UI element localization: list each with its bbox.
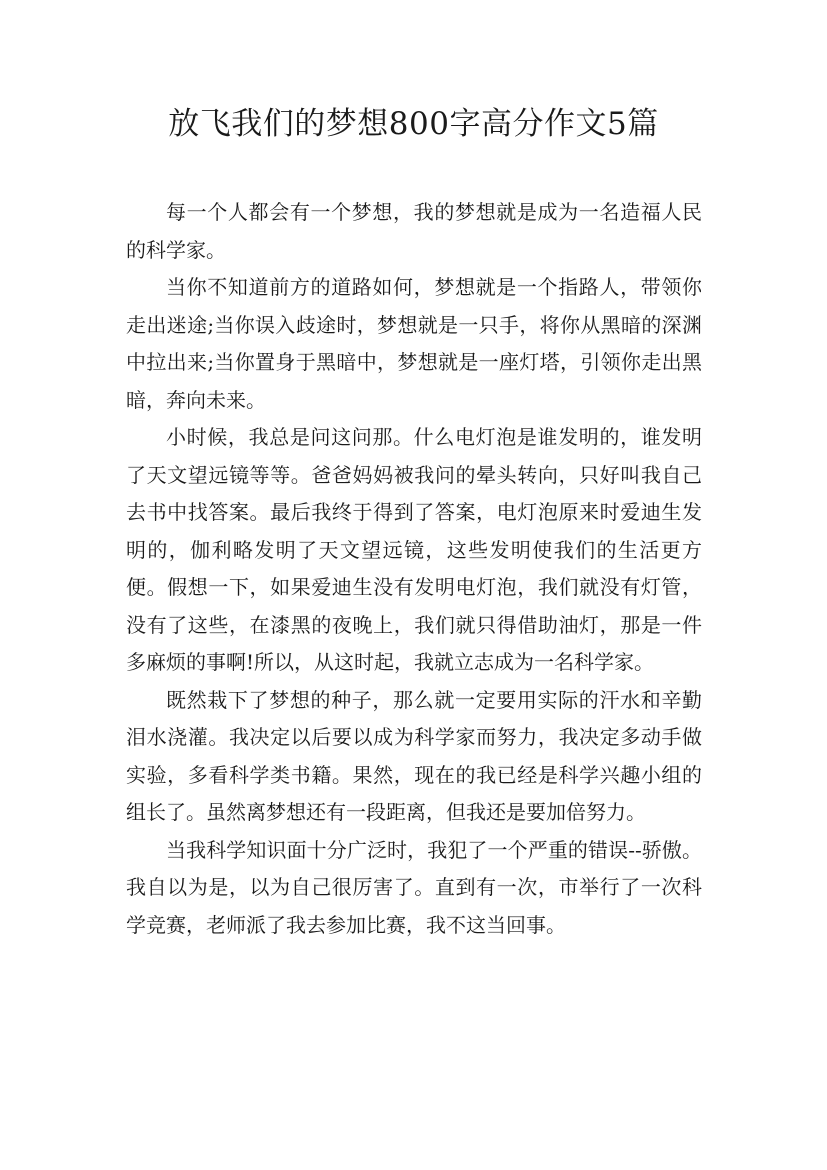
document-body — [126, 194, 702, 944]
paragraph: 小时候，我总是问这问那。什么电灯泡是谁发明的，谁发明了天文望远镜等等。爸爸妈妈被我问的晕头转向，只好叫我自己去书中找答案。最后我终于得到了答案，电灯泡原来时爱迪生发明的，伽利略发明了天文望远镜，这些发明使我们的生活更方便。假想一下，如果爱迪生没有发明电灯泡，我们就没有灯管，没有了这些，在漆黑的夜晚上，我们就只得借助油灯，那是一件多麻烦的事啊!所以，从这时起，我就立志成为一名科学家。 — [126, 425, 702, 674]
paragraph: 既然栽下了梦想的种子，那么就一定要用实际的汗水和辛勤泪水浇灌。我决定以后要以成为科学家而努力，我决定多动手做实验，多看科学类书籍。果然，现在的我已经是科学兴趣小组的组长了。虽然离梦想还有一段距离，但我还是要加倍努力。 — [126, 687, 702, 824]
document-title: 放飞我们的梦想800字高分作文5篇 — [168, 106, 659, 142]
paragraph: 当我科学知识面十分广泛时，我犯了一个严重的错误--骄傲。我自以为是，以为自己很厉害了。直到有一次，市举行了一次科学竞赛，老师派了我去参加比赛，我不这当回事。 — [126, 837, 702, 937]
paragraph: 当你不知道前方的道路如何，梦想就是一个指路人，带领你走出迷途;当你误入歧途时，梦想就是一只手，将你从黑暗的深渊中拉出来;当你置身于黑暗中，梦想就是一座灯塔，引领你走出黑暗，奔向未来。 — [126, 275, 702, 412]
paragraph: 每一个人都会有一个梦想，我的梦想就是成为一名造福人民的科学家。 — [126, 200, 702, 262]
